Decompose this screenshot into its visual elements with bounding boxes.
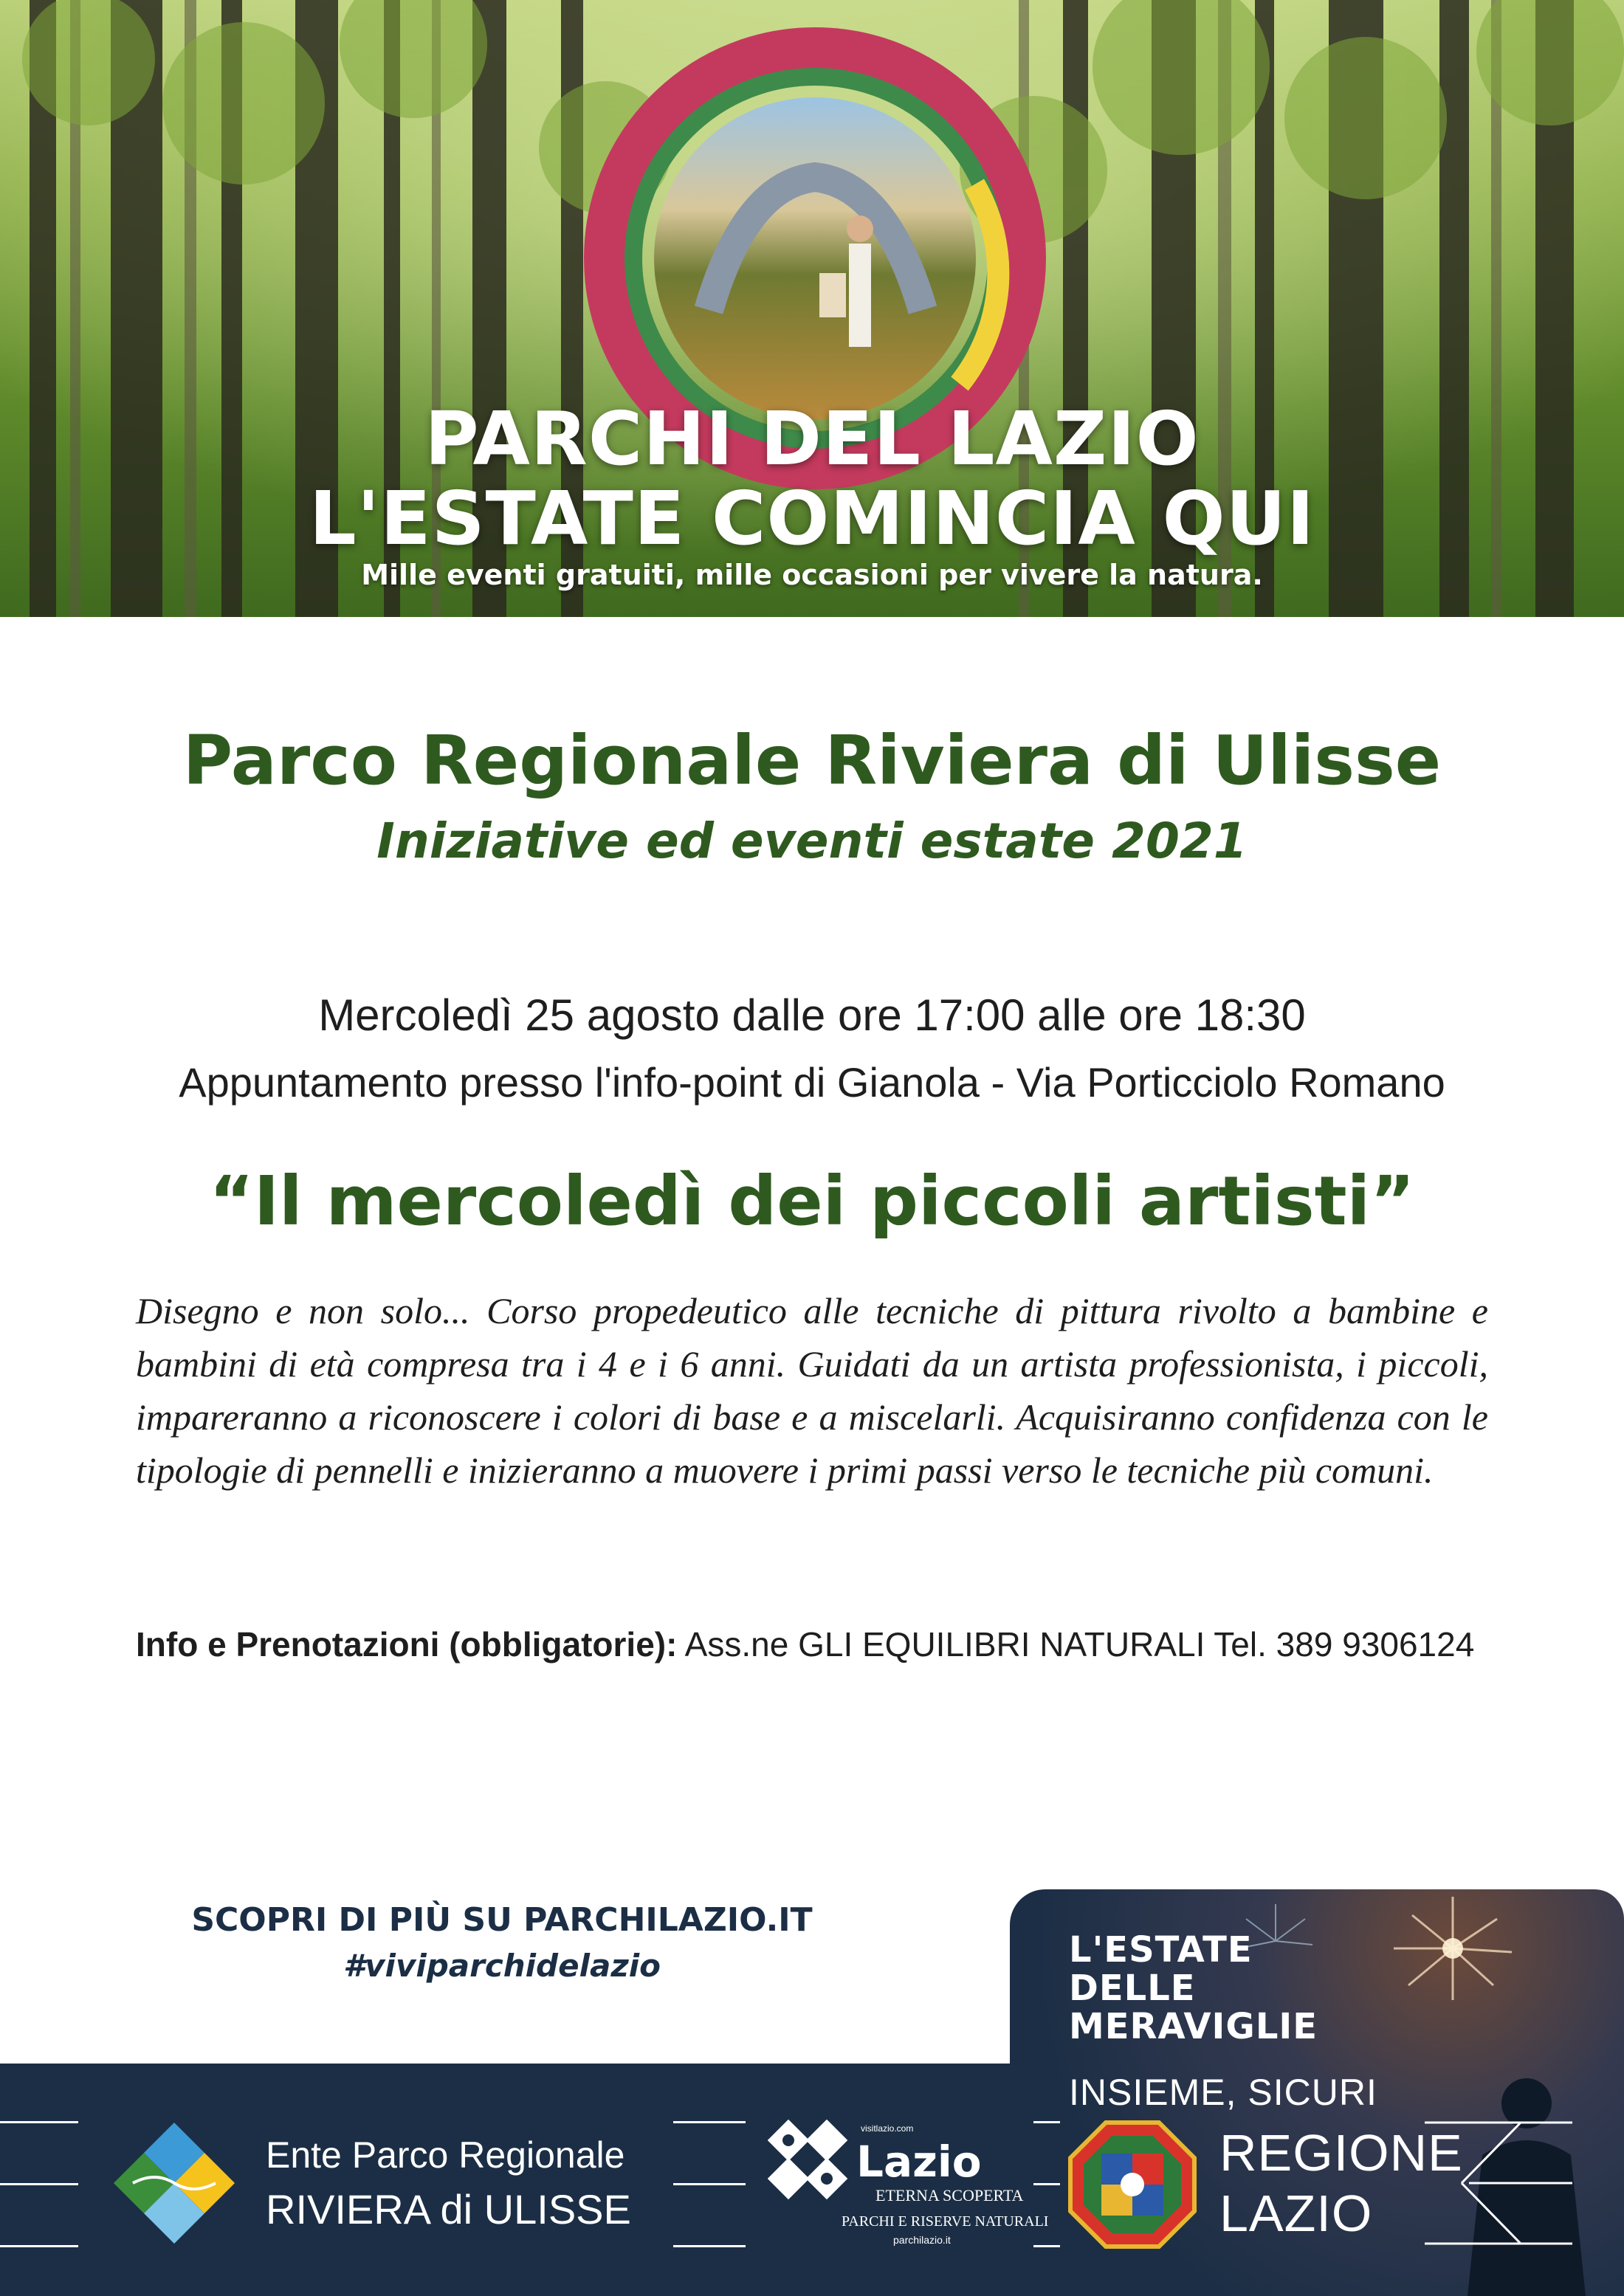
meraviglie-line3: MERAVIGLIE <box>1069 2006 1318 2047</box>
event-title: “Il mercoledì dei piccoli artisti” <box>209 1162 1415 1241</box>
ente-parco-line2: RIVIERA di ULISSE <box>266 2186 631 2233</box>
regione-lazio-crest <box>1067 2120 1197 2250</box>
meraviglie-line2: DELLE <box>1069 1968 1196 2009</box>
hero-title-line1: PARCHI DEL LAZIO <box>424 396 1200 482</box>
footer-line <box>673 2245 746 2247</box>
hero-subtitle: Mille eventi gratuiti, mille occasioni per vivere la natura. <box>361 559 1263 591</box>
footer-line <box>673 2121 746 2123</box>
info-label: Info e Prenotazioni (obbligatorie): <box>136 1625 678 1664</box>
footer-line <box>1033 2121 1060 2123</box>
footer-line <box>1033 2245 1060 2247</box>
regione-lazio-x-mark <box>1425 2121 1572 2247</box>
ente-parco-line1: Ente Parco Regionale <box>266 2134 625 2176</box>
lazio-tagline: ETERNA SCOPERTA <box>875 2186 1024 2204</box>
info-bookings <box>136 1622 1538 1666</box>
event-location: Appuntamento presso l'info-point di Gianola - Via Porticciolo Romano <box>179 1059 1445 1106</box>
footer-line <box>1033 2183 1060 2185</box>
lazio-logo-icon <box>768 2120 850 2202</box>
meraviglie-line1: L'ESTATE <box>1069 1929 1253 1971</box>
footer-line <box>0 2183 78 2185</box>
regione-line1: REGIONE <box>1219 2124 1463 2182</box>
info-contact: Ass.ne GLI EQUILIBRI NATURALI Tel. 389 9306124 <box>684 1625 1475 1664</box>
hashtag: #viviparchidelazio <box>343 1948 661 1984</box>
event-description: Disegno e non solo... Corso propedeutico alle tecniche di pittura rivolto a bambine e bambini di età compresa tra i 4 e i 6 anni. Guidati da un artista professionista, i piccoli, impareranno a riconoscere i colori di base e a miscelarli. Acquisiranno confidenza con le tipologie di pennelli e inizieranno a muovere i primi passi verso le tecniche più comuni. <box>136 1290 1488 1491</box>
regione-line2: LAZIO <box>1219 2185 1373 2242</box>
lazio-wordmark: Lazio <box>856 2137 982 2187</box>
event-date-time: Mercoledì 25 agosto dalle ore 17:00 alle ore 18:30 <box>318 990 1306 1040</box>
footer-line <box>0 2245 78 2247</box>
park-title: Parco Regionale Riviera di Ulisse <box>182 721 1442 800</box>
ente-parco-logo <box>111 2120 238 2247</box>
footer-line <box>673 2183 746 2185</box>
hero-title-line2: L'ESTATE COMINCIA QUI <box>309 475 1315 562</box>
park-subtitle: Iniziative ed eventi estate 2021 <box>376 813 1248 869</box>
footer-line <box>0 2121 78 2123</box>
lazio-parchi-url: parchilazio.it <box>893 2234 951 2246</box>
lazio-parchi: PARCHI E RISERVE NATURALI <box>842 2213 1049 2230</box>
hero-banner <box>0 0 1624 617</box>
lazio-url: visitlazio.com <box>861 2123 914 2134</box>
scopri-link[interactable]: SCOPRI DI PIÙ SU PARCHILAZIO.IT <box>191 1901 813 1939</box>
meraviglie-line4: INSIEME, SICURI <box>1069 2072 1377 2113</box>
